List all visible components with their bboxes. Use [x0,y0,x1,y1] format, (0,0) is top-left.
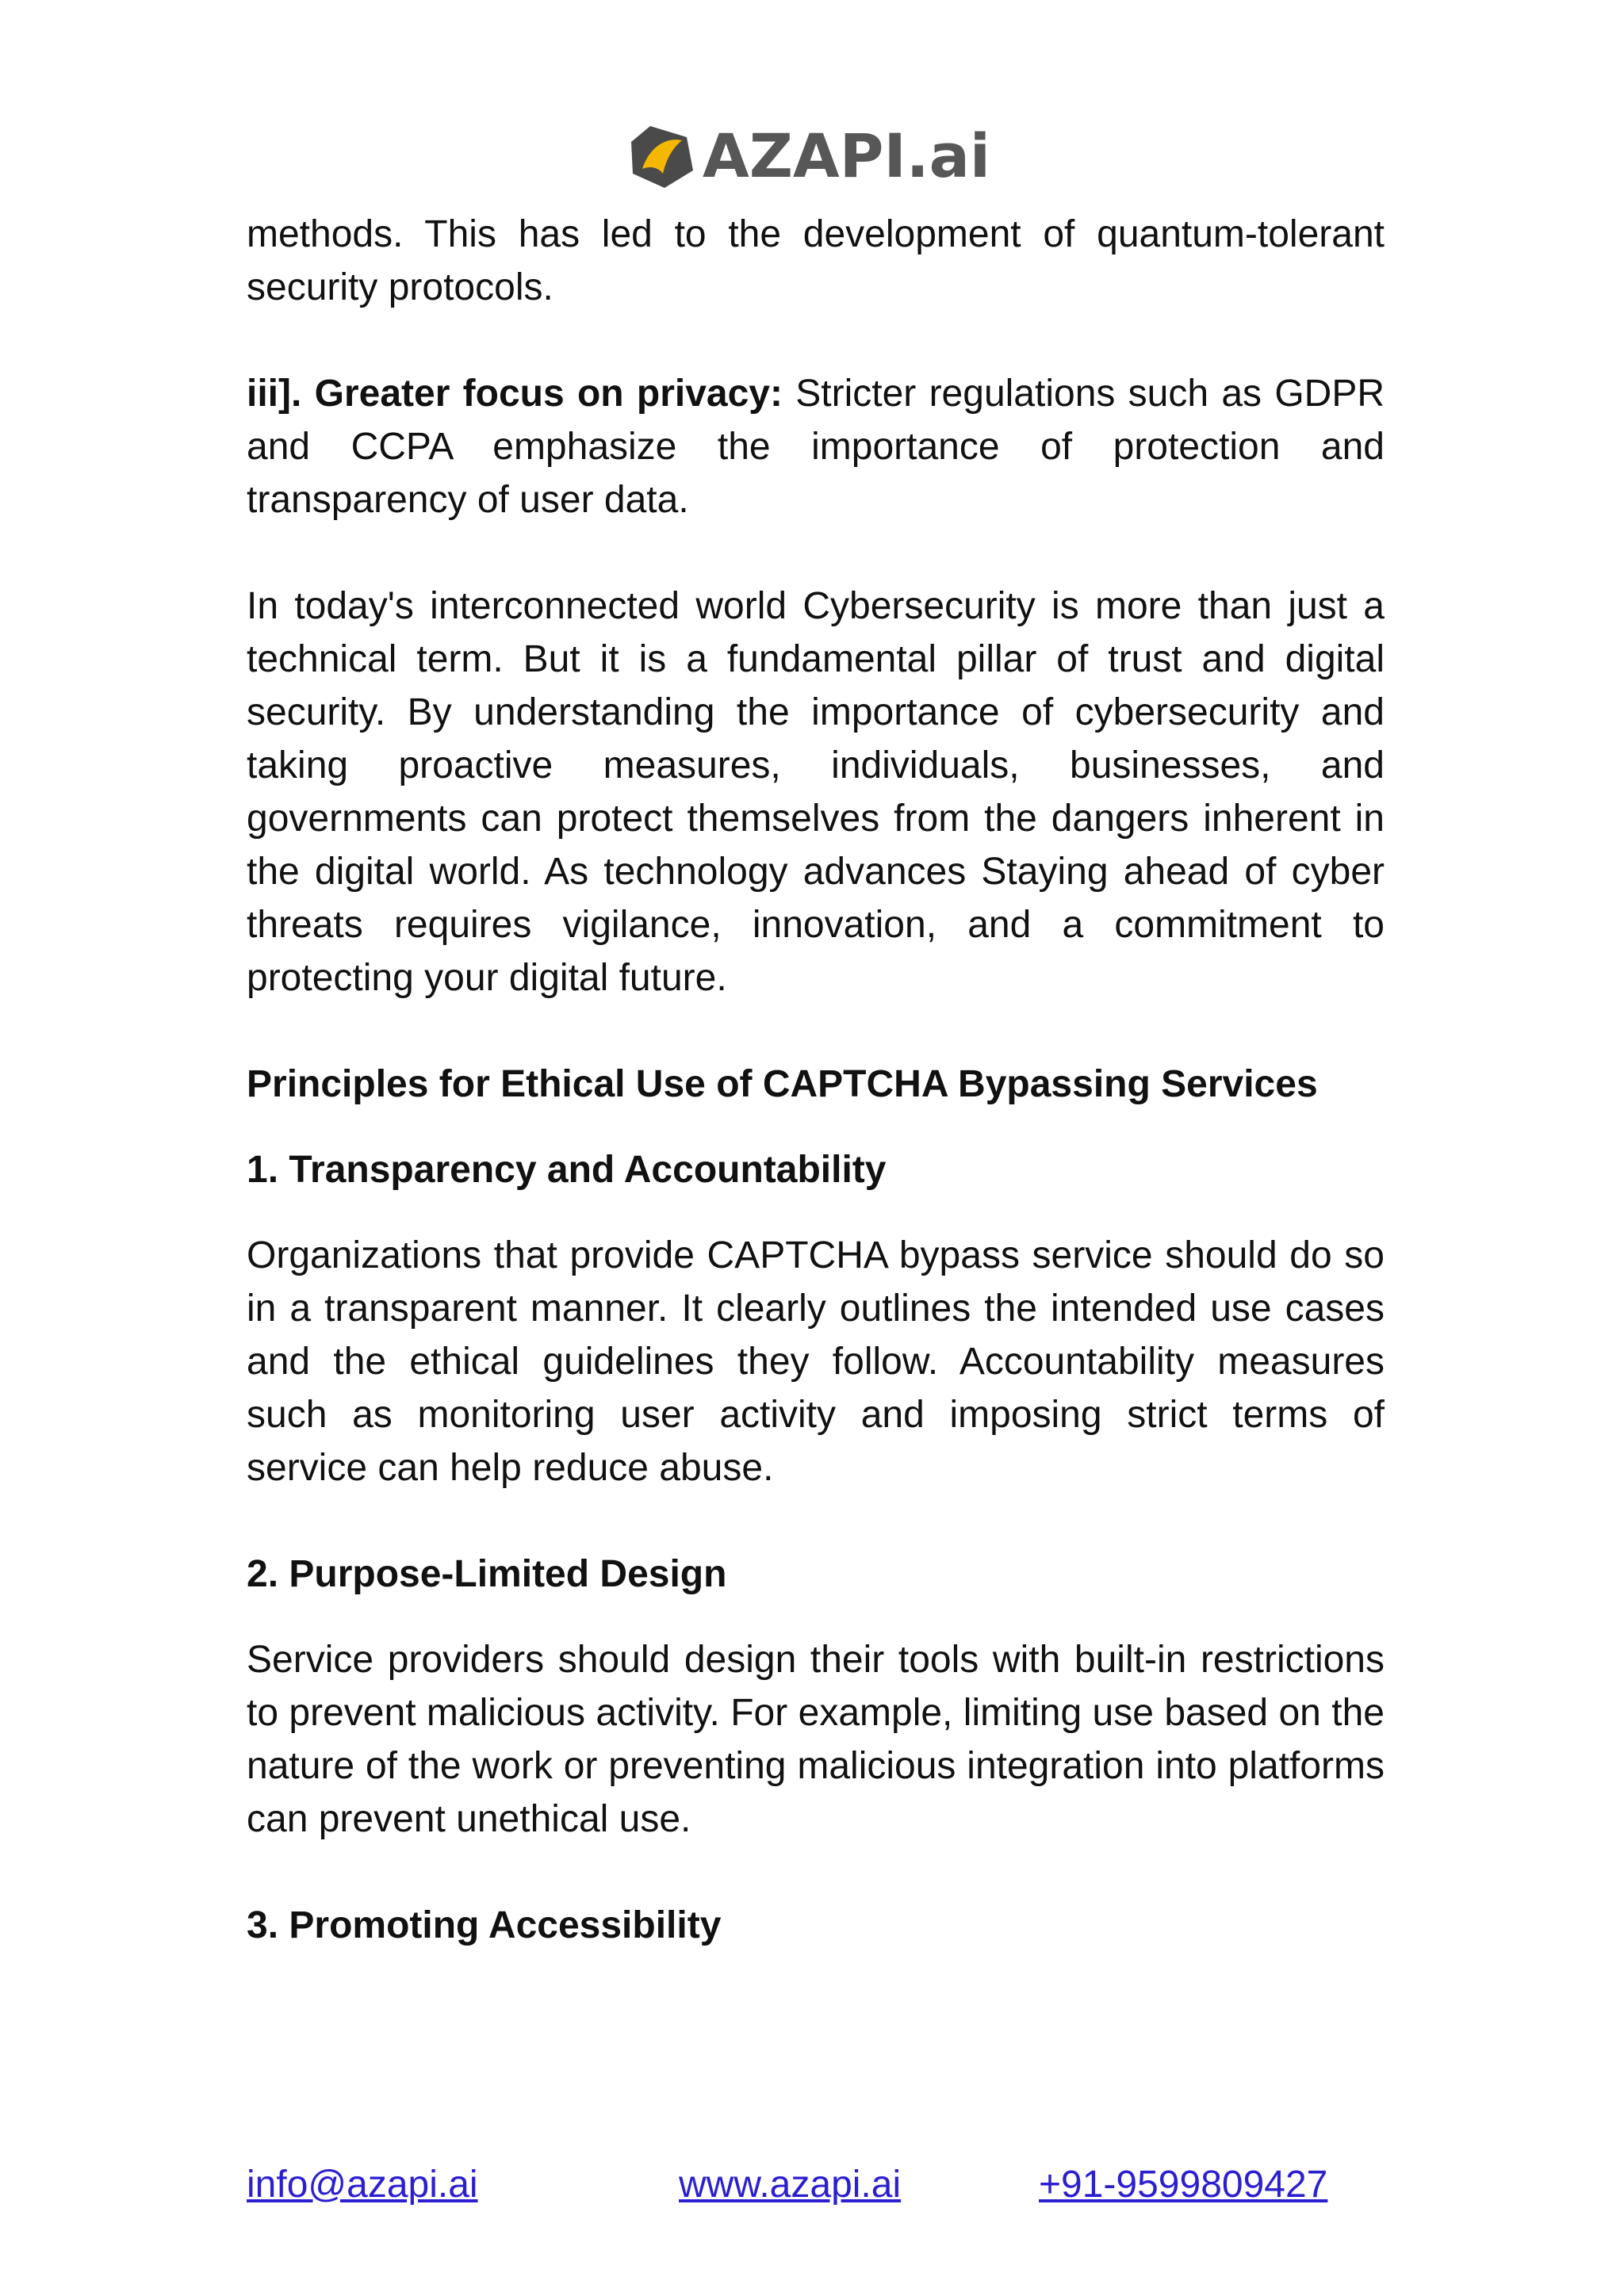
paragraph-transparency: Organizations that provide CAPTCHA bypass service should do so in a transparent manner. It clearly outlines the intended use cases and the ethical guidelines they follow. Accountability measures such as monitoring user activity and imposing strict terms of service can help reduce abuse. [247,1234,1385,1489]
footer [247,2158,1385,2211]
email-link[interactable]: info@azapi.ai [247,2164,478,2206]
logo-text: AZAPI.ai [703,121,990,191]
paragraph-purpose-limited: Service providers should design their tools with built-in restrictions to prevent malicious activity. For example, limiting use based on the nature of the work or preventing malicious integration into platforms can prevent unethical use. [247,1639,1385,1840]
website-link[interactable]: www.azapi.ai [679,2164,902,2206]
privacy-label: iii]. Greater focus on privacy: [247,373,783,415]
heading-principles: Principles for Ethical Use of CAPTCHA Bypassing Services [247,1063,1318,1105]
privacy-text: Stricter regulations such as GDPR and CCPA emphasize the importance of protection and transparency of user data. [247,373,1385,521]
azapi-logo [626,117,1007,195]
heading-accessibility: 3. Promoting Accessibility [247,1904,722,1946]
paragraph-quantum: methods. This has led to the development of quantum-tolerant security protocols. [247,213,1385,308]
document-body [247,208,1385,1952]
heading-purpose-limited: 2. Purpose-Limited Design [247,1553,727,1595]
paragraph-cybersecurity: In today's interconnected world Cybersecurity is more than just a technical term. But it is a fundamental pillar of trust and digital security. By understanding the importance of cybersecurity and taking proactive measures, individuals, businesses, and governments can protect themselves from the dangers inherent in the digital world. As technology advances Staying ahead of cyber threats requires vigilance, innovation, and a commitment to protecting your digital future. [247,585,1385,999]
azapi-logo-icon [626,121,696,191]
paragraph-privacy [247,367,1385,526]
heading-transparency: 1. Transparency and Accountability [247,1149,887,1191]
phone-link[interactable]: +91-9599809427 [1039,2164,1328,2206]
